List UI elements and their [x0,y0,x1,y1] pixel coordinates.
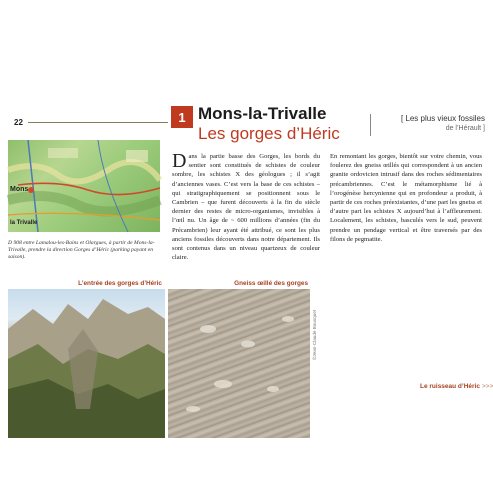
gneiss-photo-drawing [168,289,310,438]
text-column-2: En remontant les gorges, bientôt sur votre chemin, vous foulerez des gneiss œillés qui correspondent à un ancien granite ordovicien intrusif dans des roches sédimentaires précambriennes. C’est le métamorphisme lié à l’orogénèse hercynienne qui en profondeur a produit, à partir de ces roches préexistantes, d’une part les gneiss et d’autre part les schistes X aujourd’hui à l’affleurement. Localement, les schistes, basculés vers le sud, peuvent prendre un pendage vertical et être traversés par des filons de pegmatite. [330,153,482,243]
photo-credit: ©Jean-Claude Bousquet [312,309,317,360]
page-title: Mons-la-Trivalle [198,104,327,123]
gorge-photo [8,289,165,438]
map-label-mons: Mons [10,186,29,193]
chevrons-right-icon: >>> [481,383,493,390]
map-caption: D 908 entre Lamalou-les-Bains et Olargues, à partir de Mons-la-Trivalle, prendre la direction Gorges d’Héric (parking payant en saison). [8,240,155,260]
drop-cap: D [172,150,187,172]
photo-label-gneiss: Gneiss œillé des gorges [234,280,308,287]
route-number-badge: 1 [171,106,193,128]
header-rule [28,122,168,123]
series-tag-line1: [ Les plus vieux fossiles [400,114,485,123]
map-drawing [8,140,160,232]
next-route-label: Le ruisseau d’Héric [420,383,480,390]
photo-label-gorge: L’entrée des gorges d’Héric [78,280,162,287]
next-route-link[interactable] [420,383,493,390]
gorge-photo-drawing [8,289,165,438]
series-tag-line2: de l’Hérault ] [445,125,485,132]
page-number: 22 [14,118,23,127]
map-label-trivalle: la Trivalle [10,220,38,226]
page-subtitle: Les gorges d’Héric [198,124,340,143]
text-column-1 [172,152,320,262]
series-tag [370,114,485,136]
gneiss-photo [168,289,310,438]
location-map [8,140,160,232]
text-column-1-body: ans la partie basse des Gorges, les bords du sentier sont constitués de schistes de couleur sombre, les schistes X des géologues ; il s’agit d’anciennes vases. C’est vers la base de ces schistes – qui stratigraphiquement se positionnent sous le Cambrien – que furent découverts à la fin du siècle dernier des restes de micro-organismes, invisibles à l’œil nu. Un âge de ~ 600 millions d’années (fin du Précambrien) leur ayant été attribué, ce sont les plus anciens fossiles découverts dans notre département. Ils sont contenus dans un niveau quartzeux de couleur claire. [172,153,320,262]
